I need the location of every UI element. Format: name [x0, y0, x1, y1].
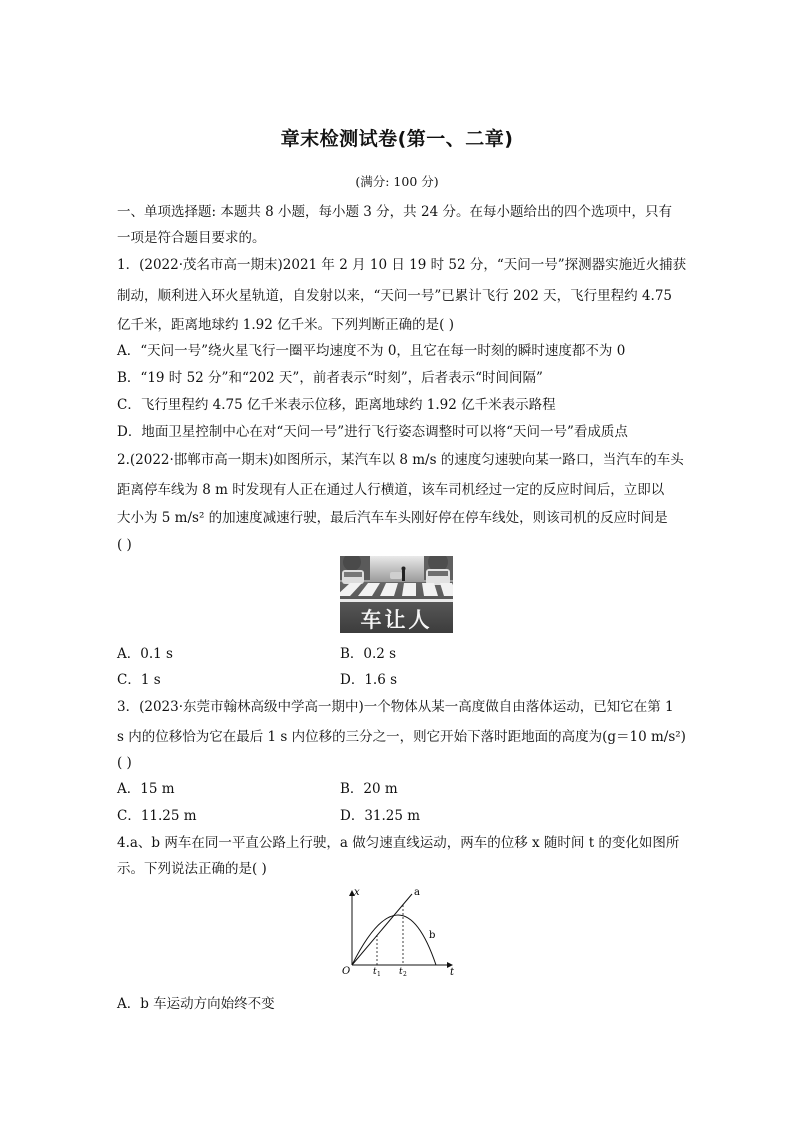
t2-label: t [399, 967, 403, 977]
q2-option-d: D．1.6 s [340, 672, 398, 688]
q3-option-a: A．15 m [117, 781, 175, 797]
q1-stem: 1．(2022·茂名市高一期末)2021 年 2 月 10 日 19 时 52 分，“天问一号”探测器实施近火捕获 [117, 257, 687, 273]
q3-stem: 3．(2023·东莞市翰林高级中学高一期中)一个物体从某一高度做自由落体运动，已知它在第 1 [117, 699, 674, 715]
q2-option-c: C．1 s [117, 672, 161, 688]
q3-stem: s 内的位移恰为它在最后 1 s 内位移的三分之一，则它开始下落时距地面的高度为(g＝10 m/s²) [117, 729, 686, 745]
x-axis-label: t [450, 967, 455, 977]
q1-option-b: B．“19 时 52 分”和“202 天”，前者表示“时刻”，后者表示“时间间隔” [117, 370, 543, 386]
q3-option-c: C．11.25 m [117, 808, 197, 824]
q2-stem: ( ) [117, 537, 132, 553]
q2-stem: 2.(2022·邯郸市高一期末)如图所示，某汽车以 8 m/s 的速度匀速驶向某一路口，当汽车的车头 [117, 452, 684, 468]
score-note: (满分: 100 分) [355, 174, 439, 189]
q4-stem: 示。下列说法正确的是( ) [117, 861, 267, 877]
t1-subscript: 1 [377, 971, 381, 977]
q1-option-c: C．飞行里程约 4.75 亿千米表示位移，距离地球约 1.92 亿千米表示路程 [117, 397, 556, 413]
road-marking-text: 车让人 [360, 608, 433, 632]
q1-stem: 制动，顺利进入环火星轨道，自发射以来，“天问一号”已累计飞行 202 天，飞行里程约 4.75 [117, 288, 673, 304]
q1-option-d: D．地面卫星控制中心在对“天问一号”进行飞行姿态调整时可以将“天问一号”看成质点 [117, 424, 628, 440]
q2-stem: 距离停车线为 8 m 时发现有人正在通过人行横道，该车司机经过一定的反应时间后，立即以 [117, 482, 665, 498]
line-a-label: a [414, 887, 420, 898]
q2-option-a: A．0.1 s [117, 646, 173, 662]
curve-b-label: b [429, 930, 436, 941]
section-heading: 一、单项选择题: 本题共 8 小题，每小题 3 分，共 24 分。在每小题给出的四个选项中，只有 [117, 204, 672, 220]
page-title: 章末检测试卷(第一、二章) [280, 128, 514, 150]
q4-stem: 4.a、b 两车在同一平直公路上行驶，a 做匀速直线运动，两车的位移 x 随时间 t 的变化如图所 [117, 835, 680, 851]
q3-option-d: D．31.25 m [340, 808, 421, 824]
q3-option-b: B．20 m [340, 781, 398, 797]
q2-option-b: B．0.2 s [340, 646, 397, 662]
q1-option-a: A．“天问一号”绕火星飞行一圈平均速度不为 0，且它在每一时刻的瞬时速度都不为 0 [117, 343, 626, 359]
y-axis-label: x [354, 887, 360, 898]
q4-option-a: A．b 车运动方向始终不变 [117, 996, 275, 1012]
crosswalk-photo [340, 556, 453, 633]
section-heading: 一项是符合题目要求的。 [117, 230, 266, 246]
q2-stem: 大小为 5 m/s² 的加速度减速行驶，最后汽车车头刚好停在停车线处，则该司机的反应时间是 [117, 510, 668, 526]
q1-stem: 亿千米，距离地球约 1.92 亿千米。下列判断正确的是( ) [117, 317, 454, 333]
origin-label: O [342, 966, 351, 977]
xt-graph [340, 885, 460, 977]
t2-subscript: 2 [403, 971, 407, 977]
t1-label: t [373, 967, 377, 977]
curve-b [352, 915, 436, 965]
q3-stem: ( ) [117, 755, 132, 771]
